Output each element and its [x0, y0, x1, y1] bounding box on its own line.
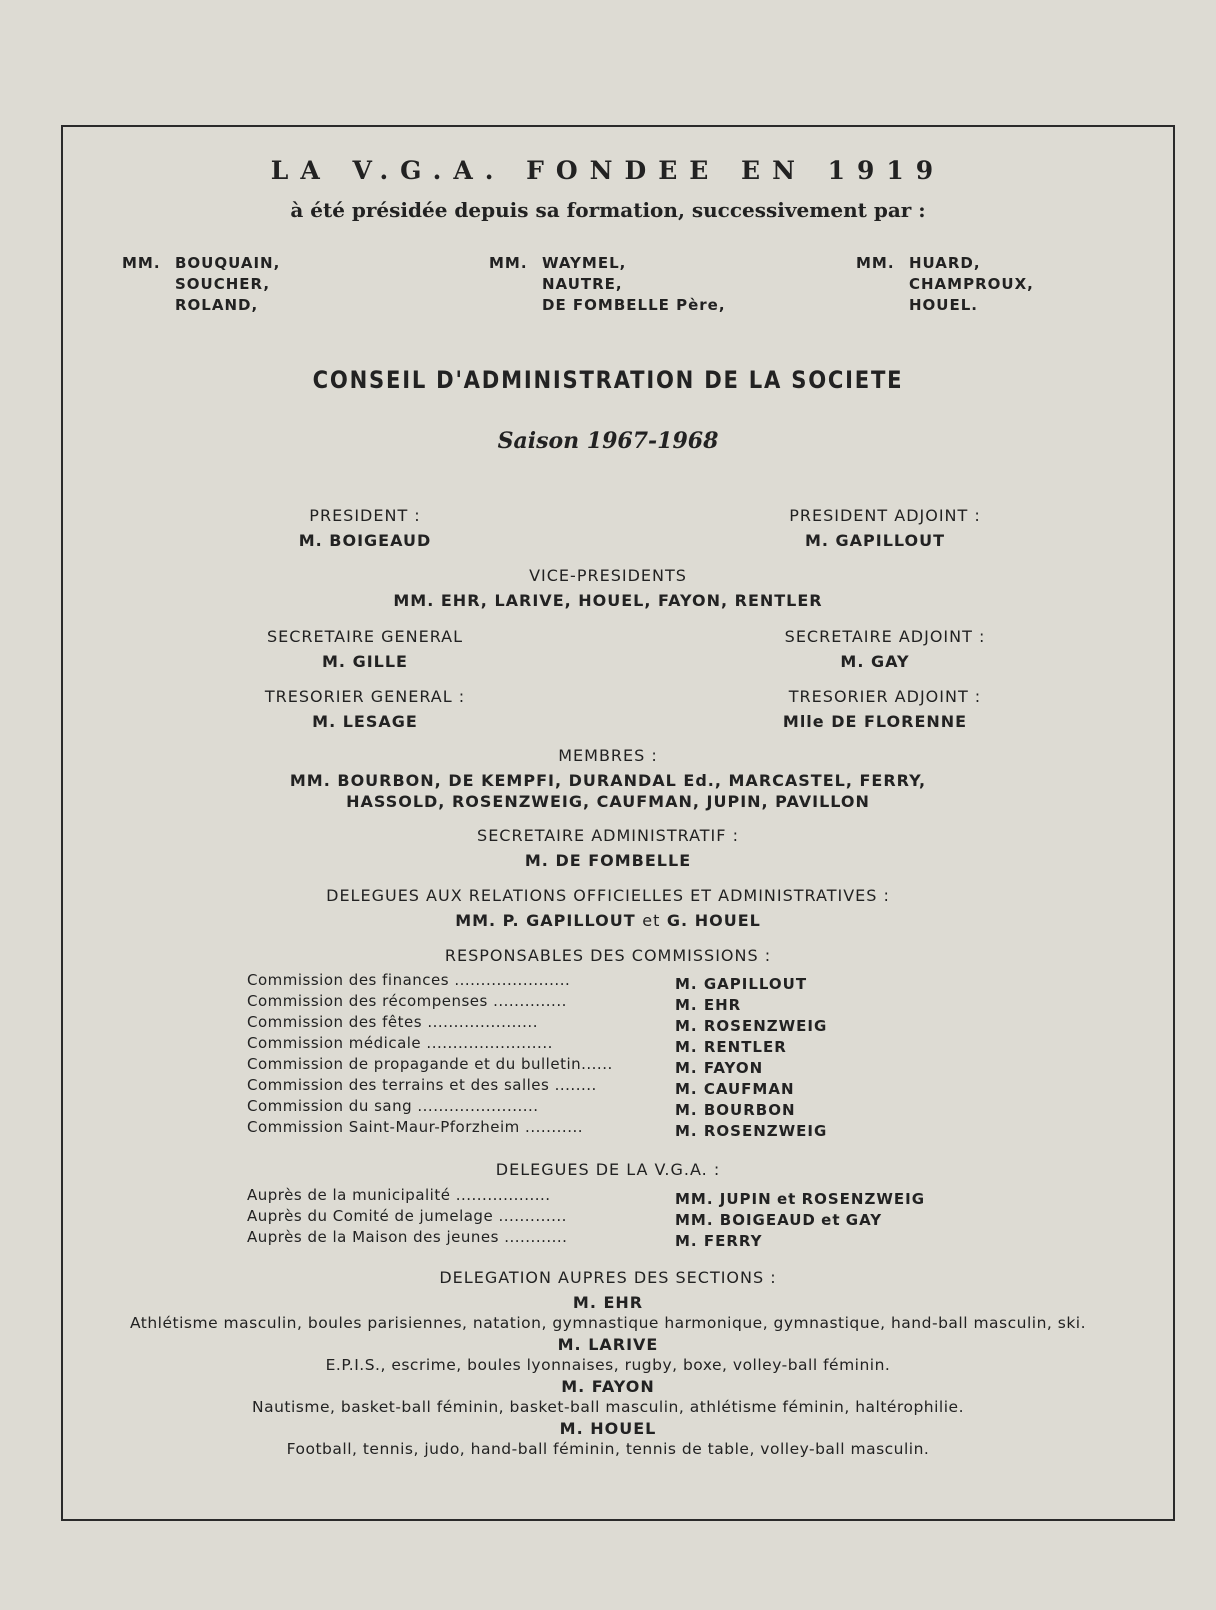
former-presidents-col-2: MM. WAYMEL, NAUTRE, DE FOMBELLE Père,: [489, 254, 726, 314]
commission-row: Commission des récompenses .............. M. EHR: [247, 992, 742, 1014]
commission-row: Commission de propagande et du bulletin...... M. FAYON: [247, 1055, 764, 1077]
page-subtitle: à été présidée depuis sa formation, successivement par :: [290, 198, 926, 222]
delegation-sections-heading: DELEGATION AUPRES DES SECTIONS :: [439, 1268, 777, 1287]
delegues-relations-block: DELEGUES AUX RELATIONS OFFICIELLES ET ADMINISTRATIVES : MM. P. GAPILLOUT et G. HOUEL: [326, 886, 890, 930]
commission-row: Commission du sang ....................... M. BOURBON: [247, 1097, 796, 1119]
delegue-row: Auprès du Comité de jumelage ............. MM. BOIGEAUD et GAY: [247, 1207, 883, 1229]
commission-row: Commission des finances ...................... M. GAPILLOUT: [247, 971, 808, 993]
season-label: Saison 1967-1968: [497, 428, 719, 454]
tresorier-adjoint-block: TRESORIER ADJOINT : Mlle DE FLORENNE: [782, 687, 982, 731]
delegation-sections-list: M. EHR Athlétisme masculin, boules parisiennes, natation, gymnastique harmonique, gymnastique, hand-ball masculin, ski. M. LARIVE E.P.I.S., escrime, boules lyonnaises, rugby, boxe, volley-ball féminin. M. FAYON Nautisme, basket-ball féminin, basket-ball masculin, athlétisme féminin, haltérophilie. M. HOUEL Football, tennis, judo, hand-ball féminin, tennis de table, volley-ball masculin.: [129, 1293, 1087, 1458]
vice-presidents-block: VICE-PRESIDENTS MM. EHR, LARIVE, HOUEL, FAYON, RENTLER: [393, 566, 823, 610]
secretaire-general-block: SECRETAIRE GENERAL M. GILLE: [266, 627, 464, 671]
commission-row: Commission des terrains et des salles ........ M. CAUFMAN: [247, 1076, 795, 1098]
tresorier-general-block: TRESORIER GENERAL : M. LESAGE: [264, 687, 466, 731]
council-heading: CONSEIL D'ADMINISTRATION DE LA SOCIETE: [312, 366, 904, 394]
commissions-heading: RESPONSABLES DES COMMISSIONS :: [444, 946, 772, 965]
president-block: PRESIDENT : M. BOIGEAUD: [298, 506, 432, 550]
delegue-row: Auprès de la Maison des jeunes ............ M. FERRY: [247, 1228, 763, 1250]
commission-row: Commission des fêtes ..................... M. ROSENZWEIG: [247, 1013, 828, 1035]
delegue-row: Auprès de la municipalité .................. MM. JUPIN et ROSENZWEIG: [247, 1186, 926, 1208]
page-title: LA V.G.A. FONDEE EN 1919: [270, 156, 946, 185]
delegues-vga-heading: DELEGUES DE LA V.G.A. :: [495, 1160, 721, 1179]
former-presidents-col-3: MM. HUARD, CHAMPROUX, HOUEL.: [856, 254, 1034, 314]
secretaire-adjoint-block: SECRETAIRE ADJOINT : M. GAY: [784, 627, 986, 671]
commission-row: Commission Saint-Maur-Pforzheim ........... M. ROSENZWEIG: [247, 1118, 828, 1140]
secretaire-administratif-block: SECRETAIRE ADMINISTRATIF : M. DE FOMBELLE: [477, 826, 739, 870]
former-presidents-col-1: MM. BOUQUAIN, SOUCHER, ROLAND,: [122, 254, 281, 314]
membres-block: MEMBRES : MM. BOURBON, DE KEMPFI, DURANDAL Ed., MARCASTEL, FERRY, HASSOLD, ROSENZWEIG, CAUFMAN, JUPIN, PAVILLON: [289, 746, 927, 811]
president-adjoint-block: PRESIDENT ADJOINT : M. GAPILLOUT: [789, 506, 981, 550]
commission-row: Commission médicale ........................ M. RENTLER: [247, 1034, 787, 1056]
